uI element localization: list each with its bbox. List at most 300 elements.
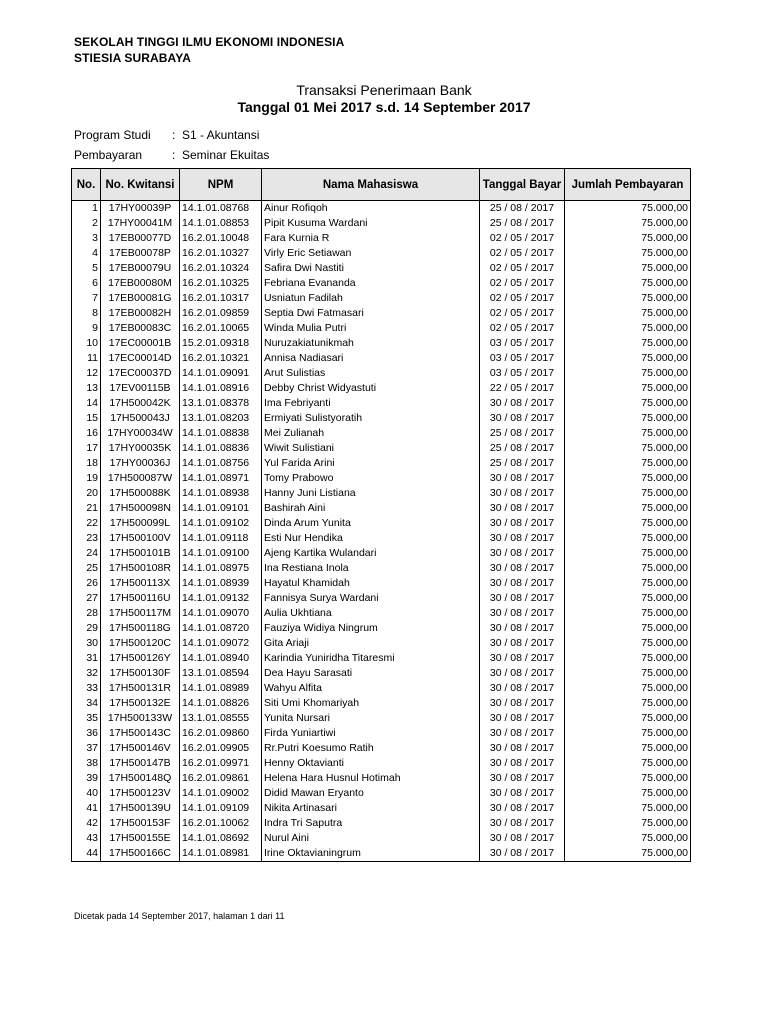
row-kwitansi: 17H500098N — [101, 501, 180, 516]
table-row — [72, 801, 691, 816]
row-npm: 15.2.01.09318 — [180, 336, 262, 351]
row-kwitansi: 17EB00082H — [101, 306, 180, 321]
row-kwitansi: 17H500166C — [101, 846, 180, 862]
table-row — [72, 846, 691, 862]
row-tanggal: 30 / 08 / 2017 — [480, 711, 565, 726]
row-tanggal: 30 / 08 / 2017 — [480, 501, 565, 516]
row-tanggal: 30 / 08 / 2017 — [480, 846, 565, 862]
row-no: 12 — [72, 366, 101, 381]
row-no: 37 — [72, 741, 101, 756]
row-tanggal: 22 / 05 / 2017 — [480, 381, 565, 396]
row-kwitansi: 17H500148Q — [101, 771, 180, 786]
row-nama: Dinda Arum Yunita — [262, 516, 480, 531]
row-kwitansi: 17EB00078P — [101, 246, 180, 261]
row-jumlah: 75.000,00 — [565, 696, 691, 711]
row-tanggal: 02 / 05 / 2017 — [480, 306, 565, 321]
row-kwitansi: 17EC00001B — [101, 336, 180, 351]
row-jumlah: 75.000,00 — [565, 246, 691, 261]
table-row — [72, 216, 691, 231]
row-no: 24 — [72, 546, 101, 561]
row-nama: Firda Yuniartiwi — [262, 726, 480, 741]
table-row — [72, 621, 691, 636]
table-row — [72, 666, 691, 681]
table-row — [72, 726, 691, 741]
table-row — [72, 276, 691, 291]
col-header-kwitansi: No. Kwitansi — [101, 169, 180, 201]
col-header-tanggal: Tanggal Bayar — [480, 169, 565, 201]
row-jumlah: 75.000,00 — [565, 261, 691, 276]
row-no: 20 — [72, 486, 101, 501]
row-no: 19 — [72, 471, 101, 486]
row-no: 36 — [72, 726, 101, 741]
row-jumlah: 75.000,00 — [565, 216, 691, 231]
row-no: 28 — [72, 606, 101, 621]
row-nama: Febriana Evananda — [262, 276, 480, 291]
row-tanggal: 30 / 08 / 2017 — [480, 561, 565, 576]
program-value: S1 - Akuntansi — [182, 128, 260, 142]
row-npm: 14.1.01.09072 — [180, 636, 262, 651]
row-tanggal: 30 / 08 / 2017 — [480, 621, 565, 636]
report-date-range: Tanggal 01 Mei 2017 s.d. 14 September 2017 — [237, 99, 531, 115]
row-npm: 14.1.01.08838 — [180, 426, 262, 441]
row-tanggal: 30 / 08 / 2017 — [480, 576, 565, 591]
row-tanggal: 30 / 08 / 2017 — [480, 831, 565, 846]
row-no: 44 — [72, 846, 101, 862]
transactions-table — [71, 168, 691, 862]
row-no: 23 — [72, 531, 101, 546]
table-row — [72, 426, 691, 441]
row-no: 3 — [72, 231, 101, 246]
row-jumlah: 75.000,00 — [565, 651, 691, 666]
row-nama: Ajeng Kartika Wulandari — [262, 546, 480, 561]
row-jumlah: 75.000,00 — [565, 276, 691, 291]
row-kwitansi: 17H500126Y — [101, 651, 180, 666]
row-jumlah: 75.000,00 — [565, 486, 691, 501]
table-row — [72, 441, 691, 456]
row-tanggal: 30 / 08 / 2017 — [480, 666, 565, 681]
row-nama: Fara Kurnia R — [262, 231, 480, 246]
row-kwitansi: 17EB00079U — [101, 261, 180, 276]
table-row — [72, 411, 691, 426]
table-row — [72, 636, 691, 651]
program-row — [74, 128, 259, 142]
row-tanggal: 25 / 08 / 2017 — [480, 201, 565, 217]
row-kwitansi: 17H500146V — [101, 741, 180, 756]
table-row — [72, 366, 691, 381]
row-kwitansi: 17EB00081G — [101, 291, 180, 306]
row-tanggal: 02 / 05 / 2017 — [480, 321, 565, 336]
row-kwitansi: 17H500147B — [101, 756, 180, 771]
row-tanggal: 03 / 05 / 2017 — [480, 366, 565, 381]
table-body — [72, 201, 691, 862]
row-jumlah: 75.000,00 — [565, 681, 691, 696]
row-npm: 14.1.01.08981 — [180, 846, 262, 862]
row-nama: Yul Farida Arini — [262, 456, 480, 471]
row-npm: 14.1.01.08692 — [180, 831, 262, 846]
row-npm: 14.1.01.09109 — [180, 801, 262, 816]
row-npm: 14.1.01.08836 — [180, 441, 262, 456]
row-no: 43 — [72, 831, 101, 846]
row-npm: 14.1.01.08916 — [180, 381, 262, 396]
row-kwitansi: 17EV00115B — [101, 381, 180, 396]
row-npm: 16.2.01.10065 — [180, 321, 262, 336]
row-no: 22 — [72, 516, 101, 531]
table-row — [72, 261, 691, 276]
row-jumlah: 75.000,00 — [565, 741, 691, 756]
row-kwitansi: 17HY00035K — [101, 441, 180, 456]
row-kwitansi: 17EB00080M — [101, 276, 180, 291]
row-npm: 14.1.01.08826 — [180, 696, 262, 711]
row-nama: Arut Sulistias — [262, 366, 480, 381]
row-tanggal: 30 / 08 / 2017 — [480, 741, 565, 756]
row-npm: 14.1.01.09091 — [180, 366, 262, 381]
row-kwitansi: 17H500120C — [101, 636, 180, 651]
row-nama: Safira Dwi Nastiti — [262, 261, 480, 276]
col-header-jumlah: Jumlah Pembayaran — [565, 169, 691, 201]
row-jumlah: 75.000,00 — [565, 306, 691, 321]
row-nama: Indra Tri Saputra — [262, 816, 480, 831]
row-nama: Hanny Juni Listiana — [262, 486, 480, 501]
row-nama: Nuruzakiatunikmah — [262, 336, 480, 351]
row-tanggal: 02 / 05 / 2017 — [480, 276, 565, 291]
row-tanggal: 30 / 08 / 2017 — [480, 801, 565, 816]
row-kwitansi: 17HY00039P — [101, 201, 180, 217]
row-tanggal: 30 / 08 / 2017 — [480, 411, 565, 426]
row-no: 38 — [72, 756, 101, 771]
row-tanggal: 30 / 08 / 2017 — [480, 651, 565, 666]
row-kwitansi: 17H500143C — [101, 726, 180, 741]
row-no: 14 — [72, 396, 101, 411]
row-no: 16 — [72, 426, 101, 441]
table-row — [72, 831, 691, 846]
row-npm: 16.2.01.09859 — [180, 306, 262, 321]
row-jumlah: 75.000,00 — [565, 456, 691, 471]
row-npm: 14.1.01.09002 — [180, 786, 262, 801]
col-header-npm: NPM — [180, 169, 262, 201]
table-row — [72, 486, 691, 501]
row-npm: 16.2.01.10324 — [180, 261, 262, 276]
row-kwitansi: 17H500101B — [101, 546, 180, 561]
row-nama: Esti Nur Hendika — [262, 531, 480, 546]
row-jumlah: 75.000,00 — [565, 666, 691, 681]
table-row — [72, 201, 691, 217]
row-nama: Mei Zulianah — [262, 426, 480, 441]
row-jumlah: 75.000,00 — [565, 351, 691, 366]
row-kwitansi: 17HY00041M — [101, 216, 180, 231]
row-kwitansi: 17EB00083C — [101, 321, 180, 336]
institution-short-name: STIESIA SURABAYA — [74, 51, 191, 65]
row-jumlah: 75.000,00 — [565, 621, 691, 636]
row-jumlah: 75.000,00 — [565, 201, 691, 217]
row-nama: Bashirah Aini — [262, 501, 480, 516]
table-row — [72, 531, 691, 546]
table-row — [72, 351, 691, 366]
row-jumlah: 75.000,00 — [565, 711, 691, 726]
row-nama: Fannisya Surya Wardani — [262, 591, 480, 606]
row-npm: 14.1.01.08938 — [180, 486, 262, 501]
table-row — [72, 246, 691, 261]
institution-name: SEKOLAH TINGGI ILMU EKONOMI INDONESIA — [74, 35, 345, 49]
row-nama: Nurul Aini — [262, 831, 480, 846]
row-no: 33 — [72, 681, 101, 696]
row-no: 30 — [72, 636, 101, 651]
report-title: Transaksi Penerimaan Bank — [296, 82, 472, 98]
table-row — [72, 576, 691, 591]
row-tanggal: 30 / 08 / 2017 — [480, 531, 565, 546]
row-nama: Aulia Ukhtiana — [262, 606, 480, 621]
row-kwitansi: 17H500155E — [101, 831, 180, 846]
row-npm: 13.1.01.08378 — [180, 396, 262, 411]
row-nama: Ermiyati Sulistyoratih — [262, 411, 480, 426]
row-jumlah: 75.000,00 — [565, 846, 691, 862]
row-nama: Virly Eric Setiawan — [262, 246, 480, 261]
table-header-row — [72, 169, 691, 201]
row-nama: Winda Mulia Putri — [262, 321, 480, 336]
row-nama: Hayatul Khamidah — [262, 576, 480, 591]
row-nama: Siti Umi Khomariyah — [262, 696, 480, 711]
row-npm: 14.1.01.08853 — [180, 216, 262, 231]
row-tanggal: 30 / 08 / 2017 — [480, 606, 565, 621]
row-kwitansi: 17H500042K — [101, 396, 180, 411]
table-row — [72, 546, 691, 561]
table-row — [72, 456, 691, 471]
row-no: 9 — [72, 321, 101, 336]
row-tanggal: 30 / 08 / 2017 — [480, 516, 565, 531]
row-nama: Annisa Nadiasari — [262, 351, 480, 366]
table-row — [72, 786, 691, 801]
row-tanggal: 30 / 08 / 2017 — [480, 771, 565, 786]
row-no: 11 — [72, 351, 101, 366]
row-kwitansi: 17H500153F — [101, 816, 180, 831]
row-jumlah: 75.000,00 — [565, 591, 691, 606]
row-kwitansi: 17H500117M — [101, 606, 180, 621]
payment-separator: : — [172, 148, 176, 162]
row-jumlah: 75.000,00 — [565, 516, 691, 531]
row-no: 4 — [72, 246, 101, 261]
row-npm: 14.1.01.09070 — [180, 606, 262, 621]
row-npm: 14.1.01.09101 — [180, 501, 262, 516]
row-npm: 13.1.01.08594 — [180, 666, 262, 681]
table-row — [72, 591, 691, 606]
row-kwitansi: 17EC00014D — [101, 351, 180, 366]
row-no: 17 — [72, 441, 101, 456]
table-row — [72, 681, 691, 696]
row-kwitansi: 17H500132E — [101, 696, 180, 711]
row-jumlah: 75.000,00 — [565, 801, 691, 816]
row-tanggal: 30 / 08 / 2017 — [480, 681, 565, 696]
table-row — [72, 756, 691, 771]
row-jumlah: 75.000,00 — [565, 756, 691, 771]
row-jumlah: 75.000,00 — [565, 771, 691, 786]
row-jumlah: 75.000,00 — [565, 336, 691, 351]
row-kwitansi: 17H500116U — [101, 591, 180, 606]
row-kwitansi: 17H500088K — [101, 486, 180, 501]
print-footer: Dicetak pada 14 September 2017, halaman 1 dari 11 — [74, 911, 285, 921]
row-no: 8 — [72, 306, 101, 321]
table-row — [72, 711, 691, 726]
row-npm: 16.2.01.10317 — [180, 291, 262, 306]
row-no: 7 — [72, 291, 101, 306]
row-nama: Wiwit Sulistiani — [262, 441, 480, 456]
row-npm: 14.1.01.08720 — [180, 621, 262, 636]
row-tanggal: 30 / 08 / 2017 — [480, 726, 565, 741]
row-jumlah: 75.000,00 — [565, 561, 691, 576]
row-no: 26 — [72, 576, 101, 591]
table-row — [72, 471, 691, 486]
row-npm: 14.1.01.09118 — [180, 531, 262, 546]
row-no: 29 — [72, 621, 101, 636]
row-nama: Ina Restiana Inola — [262, 561, 480, 576]
row-kwitansi: 17H500087W — [101, 471, 180, 486]
row-npm: 14.1.01.08768 — [180, 201, 262, 217]
row-npm: 14.1.01.09100 — [180, 546, 262, 561]
row-kwitansi: 17H500139U — [101, 801, 180, 816]
row-npm: 16.2.01.09861 — [180, 771, 262, 786]
col-header-no: No. — [72, 169, 101, 201]
row-tanggal: 30 / 08 / 2017 — [480, 816, 565, 831]
row-tanggal: 02 / 05 / 2017 — [480, 231, 565, 246]
row-npm: 14.1.01.08971 — [180, 471, 262, 486]
row-no: 18 — [72, 456, 101, 471]
row-jumlah: 75.000,00 — [565, 381, 691, 396]
row-kwitansi: 17H500118G — [101, 621, 180, 636]
table-row — [72, 561, 691, 576]
table-row — [72, 306, 691, 321]
row-nama: Septia Dwi Fatmasari — [262, 306, 480, 321]
row-npm: 16.2.01.10048 — [180, 231, 262, 246]
row-tanggal: 25 / 08 / 2017 — [480, 426, 565, 441]
row-nama: Didid Mawan Eryanto — [262, 786, 480, 801]
program-separator: : — [172, 128, 176, 142]
row-kwitansi: 17H500108R — [101, 561, 180, 576]
row-no: 13 — [72, 381, 101, 396]
row-nama: Pipit Kusuma Wardani — [262, 216, 480, 231]
row-nama: Debby Christ Widyastuti — [262, 381, 480, 396]
row-tanggal: 02 / 05 / 2017 — [480, 291, 565, 306]
row-no: 35 — [72, 711, 101, 726]
row-jumlah: 75.000,00 — [565, 471, 691, 486]
row-jumlah: 75.000,00 — [565, 426, 691, 441]
table-row — [72, 231, 691, 246]
row-tanggal: 30 / 08 / 2017 — [480, 756, 565, 771]
row-npm: 16.2.01.10327 — [180, 246, 262, 261]
table-row — [72, 771, 691, 786]
row-kwitansi: 17H500113X — [101, 576, 180, 591]
row-jumlah: 75.000,00 — [565, 411, 691, 426]
row-nama: Henny Oktavianti — [262, 756, 480, 771]
row-tanggal: 30 / 08 / 2017 — [480, 486, 565, 501]
row-npm: 14.1.01.08989 — [180, 681, 262, 696]
payment-value: Seminar Ekuitas — [182, 148, 270, 162]
row-no: 1 — [72, 201, 101, 217]
row-nama: Karindia Yuniridha Titaresmi — [262, 651, 480, 666]
row-nama: Helena Hara Husnul Hotimah — [262, 771, 480, 786]
row-no: 27 — [72, 591, 101, 606]
row-nama: Irine Oktavianingrum — [262, 846, 480, 862]
row-jumlah: 75.000,00 — [565, 636, 691, 651]
row-tanggal: 02 / 05 / 2017 — [480, 261, 565, 276]
row-npm: 14.1.01.08939 — [180, 576, 262, 591]
row-npm: 14.1.01.08940 — [180, 651, 262, 666]
row-npm: 14.1.01.08975 — [180, 561, 262, 576]
row-npm: 13.1.01.08555 — [180, 711, 262, 726]
row-npm: 13.1.01.08203 — [180, 411, 262, 426]
table-row — [72, 396, 691, 411]
row-npm: 16.2.01.10325 — [180, 276, 262, 291]
row-tanggal: 25 / 08 / 2017 — [480, 441, 565, 456]
col-header-nama: Nama Mahasiswa — [262, 169, 480, 201]
row-jumlah: 75.000,00 — [565, 291, 691, 306]
payment-row — [74, 148, 269, 162]
program-label: Program Studi — [74, 128, 151, 142]
row-no: 41 — [72, 801, 101, 816]
row-no: 34 — [72, 696, 101, 711]
row-kwitansi: 17HY00034W — [101, 426, 180, 441]
row-nama: Nikita Artinasari — [262, 801, 480, 816]
table-row — [72, 291, 691, 306]
row-nama: Usniatun Fadilah — [262, 291, 480, 306]
row-tanggal: 03 / 05 / 2017 — [480, 351, 565, 366]
row-jumlah: 75.000,00 — [565, 366, 691, 381]
row-tanggal: 02 / 05 / 2017 — [480, 246, 565, 261]
row-kwitansi: 17H500123V — [101, 786, 180, 801]
row-npm: 14.1.01.09132 — [180, 591, 262, 606]
row-tanggal: 30 / 08 / 2017 — [480, 591, 565, 606]
table-row — [72, 606, 691, 621]
table-row — [72, 816, 691, 831]
row-nama: Wahyu Alfita — [262, 681, 480, 696]
row-no: 5 — [72, 261, 101, 276]
row-no: 6 — [72, 276, 101, 291]
row-nama: Ima Febriyanti — [262, 396, 480, 411]
row-tanggal: 03 / 05 / 2017 — [480, 336, 565, 351]
row-no: 10 — [72, 336, 101, 351]
table-row — [72, 336, 691, 351]
row-jumlah: 75.000,00 — [565, 396, 691, 411]
row-npm: 16.2.01.10321 — [180, 351, 262, 366]
row-no: 32 — [72, 666, 101, 681]
row-no: 31 — [72, 651, 101, 666]
row-tanggal: 30 / 08 / 2017 — [480, 396, 565, 411]
table-row — [72, 741, 691, 756]
row-tanggal: 25 / 08 / 2017 — [480, 456, 565, 471]
row-jumlah: 75.000,00 — [565, 531, 691, 546]
row-nama: Dea Hayu Sarasati — [262, 666, 480, 681]
row-no: 40 — [72, 786, 101, 801]
row-no: 2 — [72, 216, 101, 231]
row-kwitansi: 17H500131R — [101, 681, 180, 696]
row-nama: Gita Ariaji — [262, 636, 480, 651]
table-row — [72, 321, 691, 336]
row-jumlah: 75.000,00 — [565, 606, 691, 621]
row-kwitansi: 17H500043J — [101, 411, 180, 426]
row-kwitansi: 17H500100V — [101, 531, 180, 546]
row-tanggal: 30 / 08 / 2017 — [480, 546, 565, 561]
row-jumlah: 75.000,00 — [565, 786, 691, 801]
row-nama: Fauziya Widiya Ningrum — [262, 621, 480, 636]
row-jumlah: 75.000,00 — [565, 546, 691, 561]
row-no: 39 — [72, 771, 101, 786]
row-npm: 16.2.01.09971 — [180, 756, 262, 771]
row-kwitansi: 17EC00037D — [101, 366, 180, 381]
row-kwitansi: 17H500099L — [101, 516, 180, 531]
table-row — [72, 516, 691, 531]
row-nama: Rr.Putri Koesumo Ratih — [262, 741, 480, 756]
row-jumlah: 75.000,00 — [565, 576, 691, 591]
row-npm: 14.1.01.09102 — [180, 516, 262, 531]
row-no: 25 — [72, 561, 101, 576]
row-jumlah: 75.000,00 — [565, 501, 691, 516]
